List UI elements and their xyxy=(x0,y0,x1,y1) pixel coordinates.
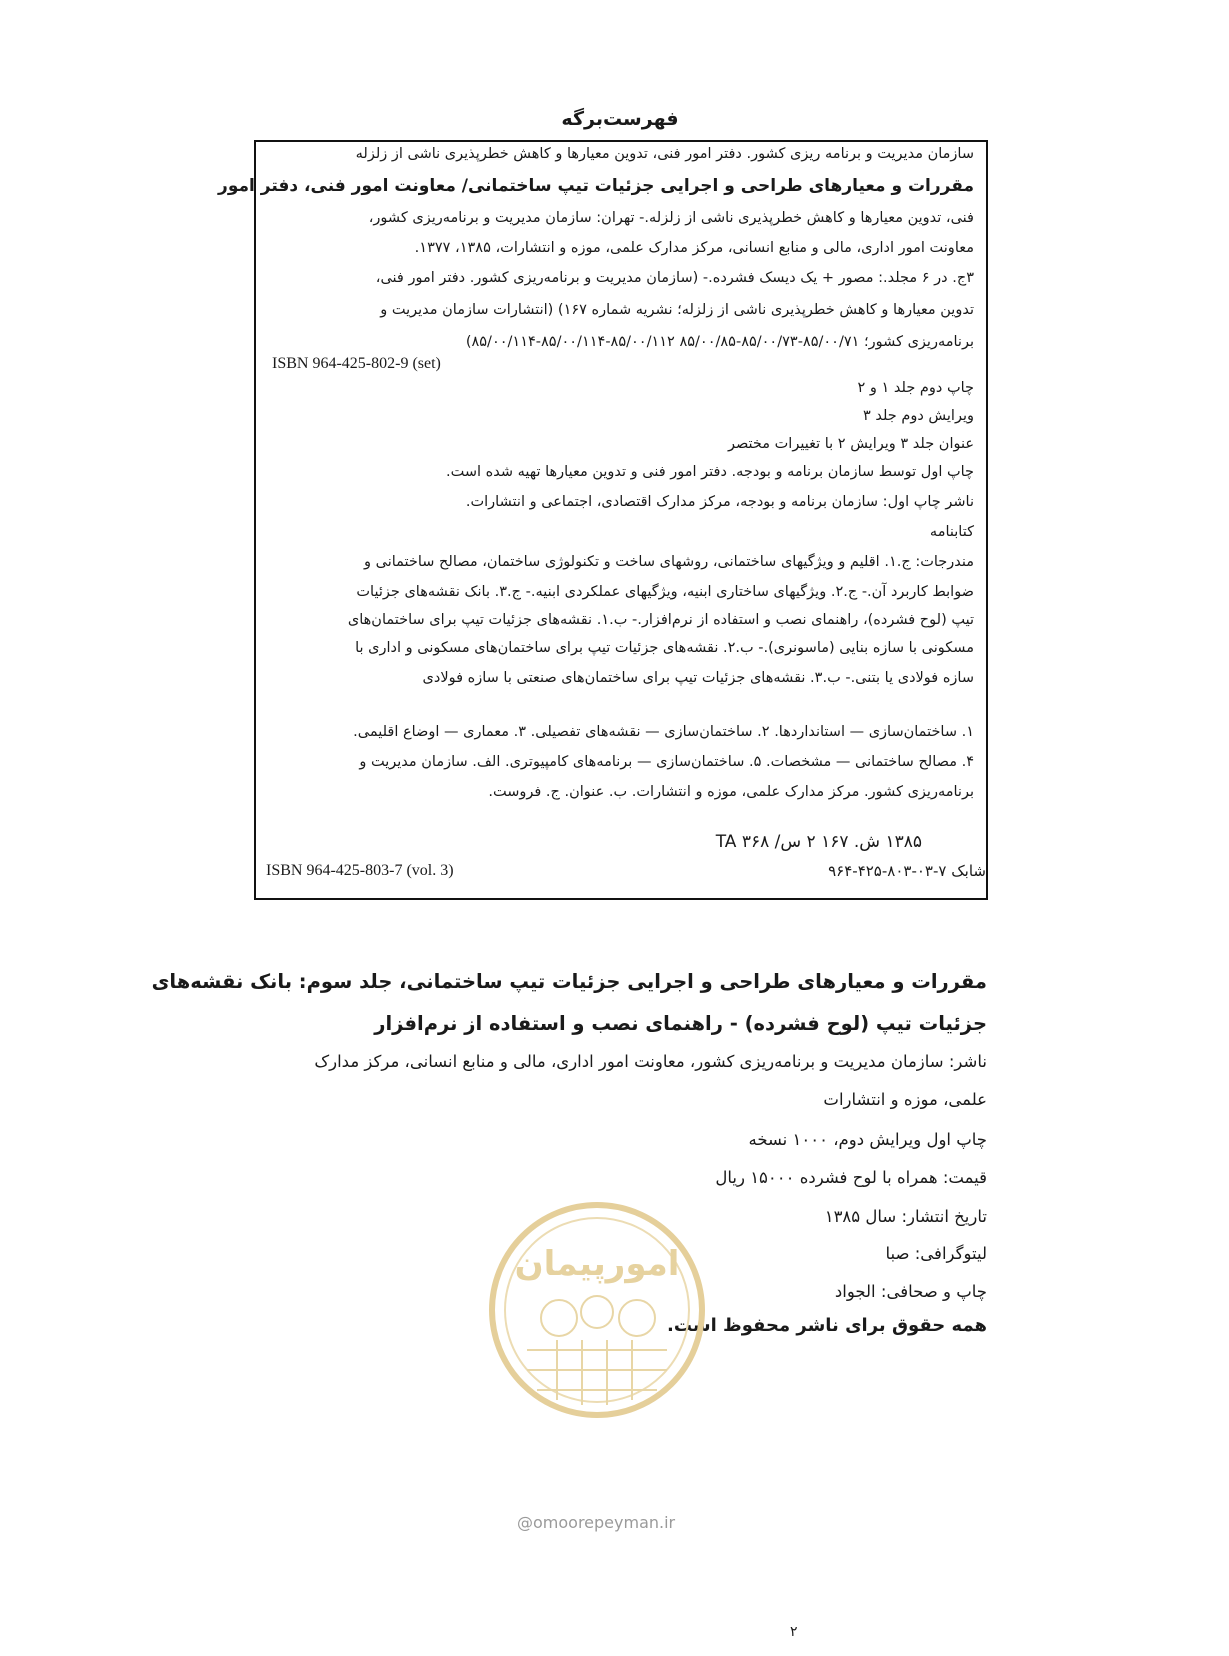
subject-line: ۱. ساختمان‌سازی — استانداردها. ۲. ساختمان‌سازی — نقشه‌های تفصیلی. ۳. معماری — اوضاع اقلیمی. xyxy=(353,724,974,740)
catalog-line: فنی، تدوین معیارها و کاهش خطرپذیری ناشی از زلزله.- تهران: سازمان مدیریت و برنامه‌ریزی کشور، xyxy=(368,210,974,226)
page-mark: ۲ xyxy=(790,1624,798,1640)
stamp-text: امورپیمان xyxy=(514,1244,680,1284)
contents-line: سازه فولادی یا بتنی.- ب.۳. نقشه‌های جزئیات تیپ برای ساختمان‌های صنعتی با سازه فولادی xyxy=(422,670,974,686)
call-number: ۱۳۸۵ ش. ۱۶۷ ۲ س/ ۳۶۸ TA xyxy=(715,832,922,852)
printer: چاپ و صحافی: الجواد xyxy=(834,1282,987,1301)
catalog-note: ناشر چاپ اول: سازمان برنامه و بودجه، مرکز مدارک اقتصادی، اجتماعی و انتشارات. xyxy=(465,494,974,510)
catalog-note: کتابنامه xyxy=(929,524,974,540)
catalog-line: سازمان مدیریت و برنامه ریزی کشور. دفتر امور فنی، تدوین معیارها و کاهش خطرپذیری ناشی از زلزله xyxy=(355,146,974,162)
catalog-note: چاپ اول توسط سازمان برنامه و بودجه. دفتر امور فنی و تدوین معیارها تهیه شده است. xyxy=(446,464,974,480)
isbn-volume: ISBN 964-425-803-7 (vol. 3) xyxy=(266,862,454,879)
contents-line: مسکونی با سازه بنایی (ماسونری).- ب.۲. نقشه‌های جزئیات تیپ برای ساختمان‌های مسکونی و اداری با xyxy=(355,640,974,656)
isbn-set: ISBN 964-425-802-9 (set) xyxy=(272,355,441,372)
publisher-line: ناشر: سازمان مدیریت و برنامه‌ریزی کشور، معاونت امور اداری، مالی و منابع انسانی، مرکز مدارک xyxy=(314,1052,987,1071)
subject-line: ۴. مصالح ساختمانی — مشخصات. ۵. ساختمان‌سازی — برنامه‌های کامپیوتری. الف. سازمان مدیریت و xyxy=(359,754,974,770)
book-title-line: جزئیات تیپ (لوح فشرده) - راهنمای نصب و استفاده از نرم‌افزار xyxy=(374,1012,987,1035)
catalog-line: تدوین معیارها و کاهش خطرپذیری ناشی از زلزله؛ نشریه شماره ۱۶۷) (انتشارات سازمان مدیریت و xyxy=(380,302,974,318)
catalog-note: عنوان جلد ۳ ویرایش ۲ با تغییرات مختصر xyxy=(727,436,974,452)
contents-line: تیپ (لوح فشرده)، راهنمای نصب و استفاده از نرم‌افزار.- ب.۱. نقشه‌های جزئیات تیپ برای ساختمان‌های xyxy=(347,612,974,628)
book-title-line: مقررات و معیارهای طراحی و اجرایی جزئیات تیپ ساختمانی، جلد سوم: بانک نقشه‌های xyxy=(151,970,987,993)
price: قیمت: همراه با لوح فشرده ۱۵۰۰۰ ریال xyxy=(715,1168,987,1187)
contents-line: ضوابط کاربرد آن.- ج.۲. ویژگیهای ساختاری ابنیه، ویژگیهای عملکردی ابنیه.- ج.۳. بانک نقشه‌های جزئیات xyxy=(356,584,974,600)
shabak: شابک ۷-۰۳-۸۰۳-۴۲۵-۹۶۴ xyxy=(828,862,986,880)
contents-line: مندرجات: ج.۱. اقلیم و ویژگیهای ساختمانی، روشهای ساخت و تکنولوژی ساختمان، مصالح ساختمانی و xyxy=(364,554,974,570)
catalog-card xyxy=(218,140,988,900)
catalog-note: ویرایش دوم جلد ۳ xyxy=(862,408,974,424)
watermark-stamp-logo xyxy=(487,1200,707,1420)
website-watermark: @omoorepeyman.ir xyxy=(517,1513,676,1532)
page-heading: فهرست‌برگه xyxy=(561,108,679,130)
catalog-line: ۳ج. در ۶ مجلد.: مصور + یک دیسک فشرده.- (سازمان مدیریت و برنامه‌ریزی کشور. دفتر امور فنی، xyxy=(375,270,974,286)
publisher-line: علمی، موزه و انتشارات xyxy=(823,1090,987,1109)
catalog-line: برنامه‌ریزی کشور؛ ۸۵/۰۰/۷۱-۸۵/۰۰/۷۳-۸۵/۰۰/۸۵ ۸۵/۰۰/۱۱۲-۸۵/۰۰/۱۱۴-۸۵/۰۰/۱۱۴) xyxy=(465,334,974,350)
subject-line: برنامه‌ریزی کشور. مرکز مدارک علمی، موزه و انتشارات. ب. عنوان. ج. فروست. xyxy=(488,784,974,800)
catalog-note: چاپ دوم جلد ۱ و ۲ xyxy=(857,380,974,396)
publish-date: تاریخ انتشار: سال ۱۳۸۵ xyxy=(824,1207,987,1226)
rights-notice: همه حقوق برای ناشر محفوظ است. xyxy=(667,1315,987,1336)
catalog-title-line: مقررات و معیارهای طراحی و اجرایی جزئیات تیپ ساختمانی/ معاونت امور فنی، دفتر امور xyxy=(218,176,974,196)
catalog-line: معاونت امور اداری، مالی و منابع انسانی، مرکز مدارک علمی، موزه و انتشارات، ۱۳۸۵، ۱۳۷۷. xyxy=(414,240,974,256)
lithography: لیتوگرافی: صبا xyxy=(885,1244,987,1263)
edition: چاپ اول ویرایش دوم، ۱۰۰۰ نسخه xyxy=(748,1130,987,1149)
